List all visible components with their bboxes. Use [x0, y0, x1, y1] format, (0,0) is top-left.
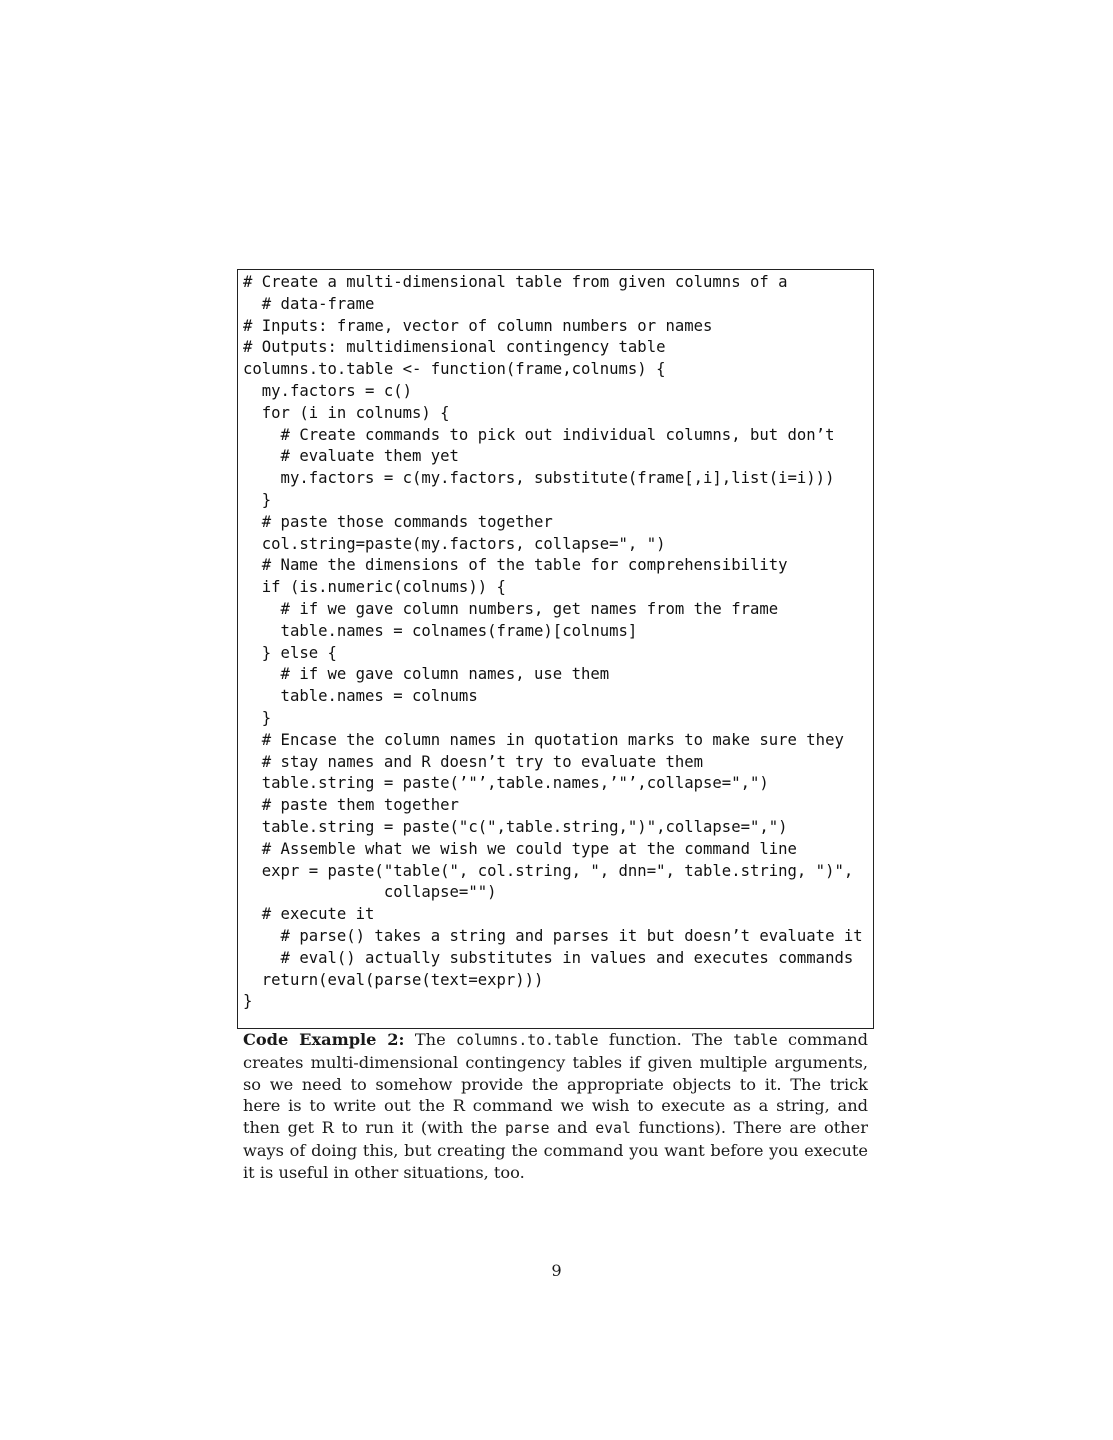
code-line: collapse="")	[243, 883, 497, 902]
code-line: # data-frame	[243, 294, 375, 313]
code-line: columns.to.table <- function(frame,colnums) {	[243, 360, 666, 379]
code-line: expr = paste("table(", col.string, ", dnn=", table.string, ")",	[243, 861, 854, 880]
code-line: col.string=paste(my.factors, collapse=", ")	[243, 534, 666, 553]
code-line: # Create commands to pick out individual columns, but don’t	[243, 425, 835, 444]
code-listing-box	[237, 269, 874, 1029]
code-line: table.names = colnames(frame)[colnums]	[243, 621, 638, 640]
caption-text: function. The	[598, 1030, 734, 1049]
code-line: if (is.numeric(colnums)) {	[243, 578, 506, 597]
code-line: # Outputs: multidimensional contingency table	[243, 338, 666, 357]
code-line: # if we gave column numbers, get names from the frame	[243, 599, 779, 618]
caption-code-table: table	[733, 1032, 778, 1049]
code-line: table.string = paste(’"’,table.names,’"’,collapse=",")	[243, 774, 769, 793]
code-line: # Inputs: frame, vector of column numbers or names	[243, 316, 713, 335]
page-number: 9	[551, 1261, 562, 1280]
code-line: }	[243, 992, 253, 1011]
code-line: for (i in colnums) {	[243, 403, 450, 422]
caption-code-parse: parse	[504, 1120, 550, 1138]
code-line: # parse() takes a string and parses it but doesn’t evaluate it	[243, 926, 863, 945]
code-line: return(eval(parse(text=expr)))	[243, 970, 544, 989]
code-line: # eval() actually substitutes in values and executes commands	[243, 948, 854, 967]
code-line: # if we gave column names, use them	[243, 665, 610, 684]
caption-text: command creates multi-dimensional contingency tables if given multiple arguments, so we need to somehow provide the appropriate objects to it. The trick here is to write out the R command we wish to execute as a string, and then get R to run it (with the	[243, 1030, 868, 1138]
code-line: }	[243, 490, 272, 509]
caption-text: functions). There are other ways of doing this, but creating the command you want before you execute it is useful in other situations, too.	[243, 1118, 869, 1182]
code-line: # evaluate them yet	[243, 447, 459, 466]
code-line: # stay names and R doesn’t try to evaluate them	[243, 752, 704, 771]
code-line: table.names = colnums	[243, 687, 478, 706]
code-line: # execute it	[243, 905, 375, 924]
code-line: }	[243, 708, 272, 727]
code-caption	[243, 1029, 868, 1184]
code-line: # paste those commands together	[243, 512, 553, 531]
code-line: } else {	[243, 643, 337, 662]
code-line: # Create a multi-dimensional table from given columns of a	[243, 273, 788, 291]
code-line: # Encase the column names in quotation marks to make sure they	[243, 730, 844, 749]
code-line: my.factors = c(my.factors, substitute(frame[,i],list(i=i)))	[243, 469, 835, 488]
caption-text: and	[549, 1118, 596, 1138]
code-line: # Name the dimensions of the table for comprehensibility	[243, 556, 788, 575]
caption-text: The	[404, 1030, 456, 1049]
code-line: # paste them together	[243, 796, 459, 815]
caption-label: Code Example 2:	[243, 1030, 405, 1049]
caption-code-eval: eval	[595, 1120, 631, 1138]
code-line: table.string = paste("c(",table.string,")",collapse=",")	[243, 817, 788, 836]
caption-code-function-name: columns.to.table	[455, 1032, 599, 1049]
code-listing	[243, 272, 863, 1013]
code-line: # Assemble what we wish we could type at the command line	[243, 839, 797, 858]
code-line: my.factors = c()	[243, 381, 412, 400]
